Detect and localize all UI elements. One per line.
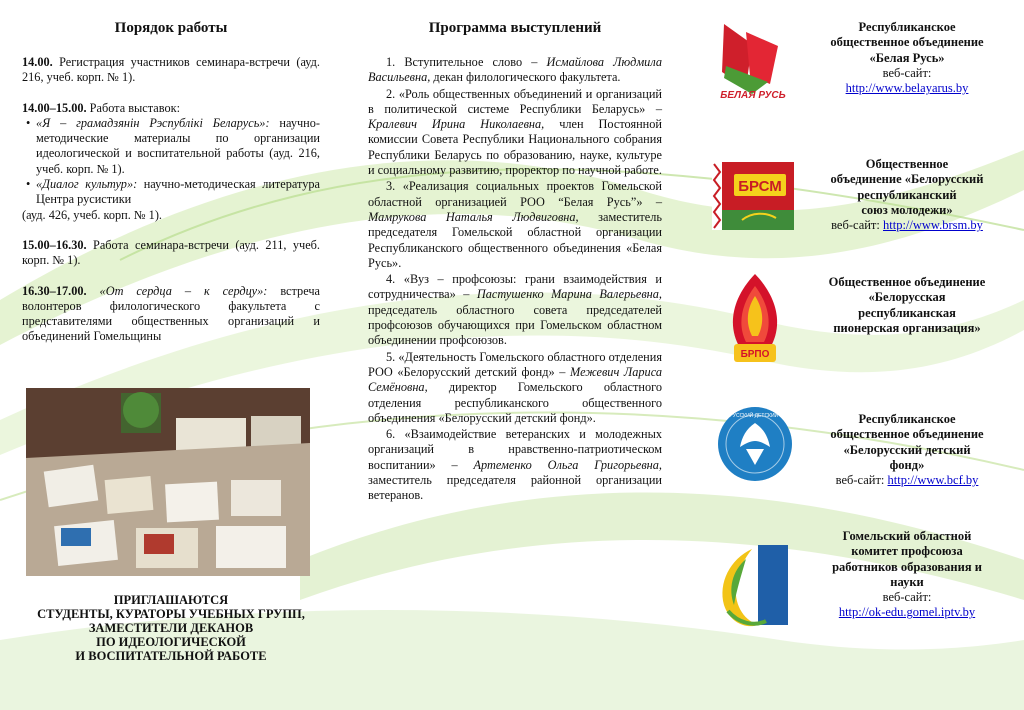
svg-text:БЕЛАЯ РУСЬ: БЕЛАЯ РУСЬ [720,90,786,100]
website-link[interactable]: http://ok-edu.gomel.iptv.by [838,605,976,620]
schedule-text: Регистрация участников семинара-встречи (ауд. 216, учеб. корп. № 1). [22,55,321,85]
schedule-text: Работа семинара-встречи (ауд. 211, учеб. корп. № 1). [22,237,320,268]
childrens-fund-logo-icon [716,405,794,483]
belaya-rus-logo-icon [712,18,794,100]
schedule-title: Порядок работы [114,20,228,36]
exhibition-item: • «Диалог культур»: научно-методическая литература Центра русистики [22,177,320,208]
website-link[interactable]: http://www.bcf.by [887,473,979,488]
exhibition-photo [26,388,310,576]
schedule-block-volunteers: 16.30–17.00. «От сердца – к сердцу»: встреча волонтеров филологического факультета с представителями общественных организаций и объединений Гомельщины [22,283,320,344]
time-label: 14.00. [22,55,53,69]
svg-text:БЕЛАРУСКІ ПРАФСАЮЗ: БЕЛАРУСКІ ПРАФСАЮЗ [753,556,759,614]
program-item: 1. Вступительное слово – Исмайлова Людмила Васильевна, декан филологического факультета. [368,55,662,85]
program-item: 6. «Взаимодействие ветеранских и молодежных организаций в нравственно-патриотическом воспитании» – Артеменко Ольга Григорьевна, заместитель председателя районной организации ветеранов. [368,427,662,503]
invitation-text: ПРИГЛАШАЮТСЯ СТУДЕНТЫ, КУРАТОРЫ УЧЕБНЫХ ГРУПП, ЗАМЕСТИТЕЛИ ДЕКАНОВ ПО ИДЕОЛОГИЧЕСКОЙ И ВОСПИТАТЕЛЬНОЙ РАБОТЕ [37,593,305,663]
brpo-logo-icon [720,270,790,370]
org-brpo [712,270,1012,380]
program-item: 4. «Вуз – профсоюзы: грани взаимодействия и сотрудничества» – Пастушенко Марина Валерьевна, председатель областного совета председателей профсоюзов обучающихся при Гомельском областном объединении профсоюзов. [368,272,662,348]
schedule-text: Работа выставок: [89,100,181,115]
program-item: 5. «Деятельность Гомельского областного отделения РОО «Белорусский детский фонд» – Межевич Лариса Семёновна, директор Гомельского областного отделения республиканского общественного объединения «Белорусский детский фонд». [368,349,662,425]
schedule-block-seminar [22,238,320,269]
org-brsm [712,150,1012,260]
website-link[interactable]: http://www.brsm.by [883,218,983,233]
time-label: 15.00–16.30. [22,237,87,252]
schedule-text: встреча волонтеров филологического факультета с представителями общественных организаций и объединений Гомельщины [22,283,320,344]
org-text: Республиканское общественное объединение «Белая Русь» веб-сайт: http://www.belayarus.by [830,20,984,96]
time-label: 16.30–17.00. [22,283,87,298]
program-item: 2. «Роль общественных объединений и организаций в политической системе Республики Беларусь» – Кралевич Ирина Николаевна, член Постоянной комиссии Совета Республики Национального собрания Республики Беларусь по образованию, науке, культуре и социальному развитию, проректор по научной работе. [368,86,662,178]
brsm-logo-icon [712,158,794,240]
svg-text:БЕЛОРУССКИЙ ДЕТСКИЙ ФОНД: БЕЛОРУССКИЙ ДЕТСКИЙ ФОНД [716,413,794,419]
org-text: Общественное объединение «Белорусский республиканский союз молодежи» веб-сайт: http://www.brsm.by [830,157,984,233]
program-column [368,0,662,505]
exhibition-room: (ауд. 426, учеб. корп. № 1). [22,207,162,222]
schedule-block-registration [22,55,320,86]
org-text: Республиканское общественное объединение «Белорусский детский фонд» веб-сайт: http://www.bcf.by [830,412,984,488]
svg-text:БРСМ: БРСМ [738,178,782,195]
org-belaya-rus [712,18,1012,128]
org-union [712,525,1012,635]
website-link[interactable]: http://www.belayarus.by [845,81,969,96]
program-item: 3. «Реализация социальных проектов Гомельской областной организацией РОО “Белая Русь”» – Мамрукова Наталья Людвиговна, заместитель председателя Гомельской областной организации Республиканского общественного объединения «Белая Русь». [368,179,662,270]
trade-union-logo-icon [712,539,792,635]
schedule-column [22,0,321,663]
schedule-block-exhibitions [22,101,320,223]
time-label: 14.00–15.00. [22,100,87,115]
exhibition-item: • «Я – грамадзянін Рэспублікі Беларусь»: научно-методические материалы по организации идеологической и воспитательной работы (ауд. 216, учеб. корп. № 1). [22,116,320,177]
program-title: Программа выступлений [428,20,602,36]
org-text: Общественное объединение «Белорусская республиканская пионерская организация» [828,275,986,335]
org-bcf [712,405,1012,515]
org-text: Гомельский областной комитет профсоюза работников образования и науки веб-сайт: http://ok-edu.gomel.iptv.by [832,529,982,620]
svg-text:БРПО: БРПО [740,349,770,360]
